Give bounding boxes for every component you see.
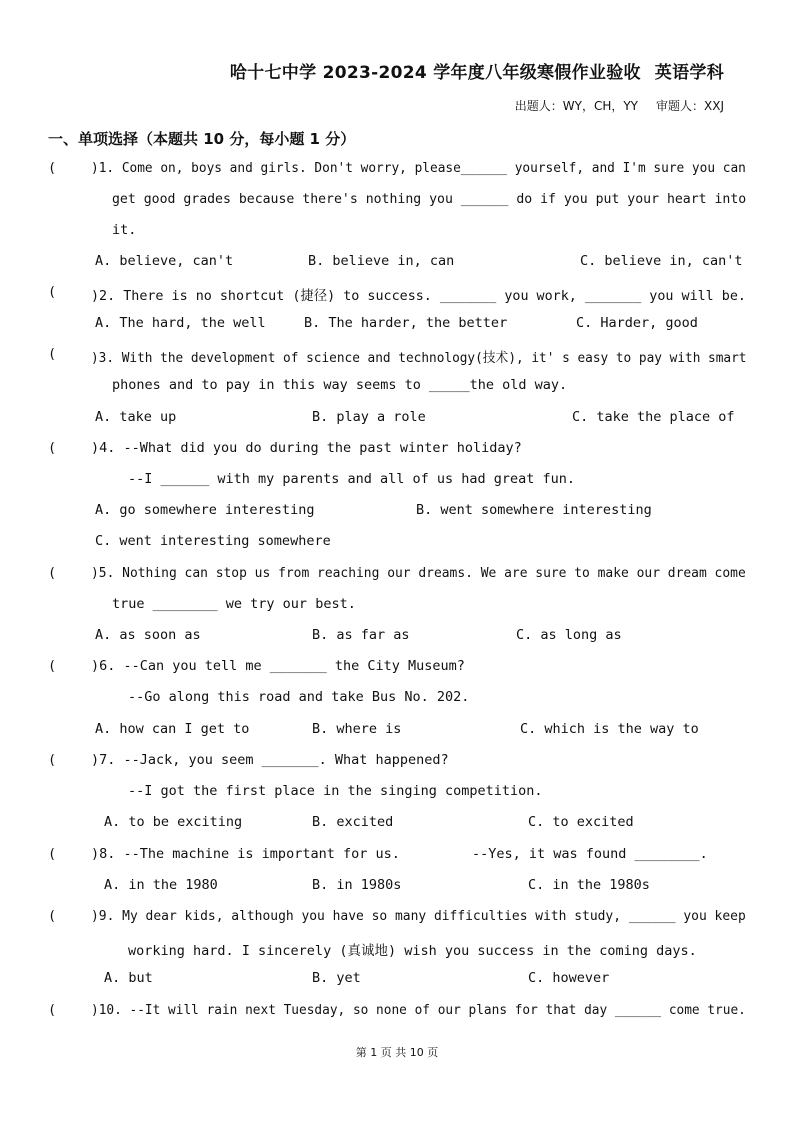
question-line: )9. My dear kids, although you have so many difficulties with study, ______ you keep: [91, 908, 746, 924]
question-line: )3. With the development of science and technology(技术), it' s easy to pay with smart: [91, 350, 747, 366]
question-line: )10. --It will rain next Tuesday, so none of our plans for that day ______ come true.: [91, 1002, 746, 1018]
option-a: A. in the 1980: [104, 877, 218, 893]
option-c: C. in the 1980s: [528, 877, 650, 893]
option-c: C. take the place of: [572, 409, 735, 425]
question-line: )8. --The machine is important for us.: [91, 846, 400, 862]
option-a: A. The hard, the well: [95, 315, 266, 331]
page-title: [0, 58, 794, 83]
title-text: 哈十七中学 2023-2024 学年度八年级寒假作业验收: [229, 63, 641, 83]
answer-paren: (: [48, 1002, 57, 1018]
section-title: 一、单项选择（本题共 10 分，每小题 1 分）: [48, 130, 356, 148]
option-c: C. went interesting somewhere: [95, 533, 331, 549]
subject-label: 英语学科: [654, 63, 724, 83]
option-a: A. go somewhere interesting: [95, 502, 315, 518]
option-b: B. went somewhere interesting: [416, 502, 652, 518]
answer-paren: (: [48, 565, 57, 581]
option-c: C. believe in, can't: [580, 253, 743, 269]
option-a: A. to be exciting: [104, 814, 243, 830]
question-line: get good grades because there's nothing you ______ do if you put your heart into: [112, 191, 747, 207]
question-line: phones and to pay in this way seems to _____the old way.: [112, 377, 568, 393]
question-line: --Go along this road and take Bus No. 202.: [128, 689, 470, 705]
option-a: A. as soon as: [95, 627, 201, 643]
option-a: A. but: [104, 970, 153, 986]
option-b: B. excited: [312, 814, 394, 830]
question-line: --I got the first place in the singing competition.: [128, 783, 543, 799]
option-b: B. The harder, the better: [304, 315, 508, 331]
option-c: C. which is the way to: [520, 721, 699, 737]
answer-paren: (: [48, 752, 57, 768]
option-c: C. as long as: [516, 627, 622, 643]
setter-label: 出题人：WY，CH，YY: [514, 99, 639, 113]
answer-paren: (: [48, 908, 57, 924]
question-line: it.: [112, 222, 137, 238]
option-b: B. believe in, can: [308, 253, 455, 269]
authors-line: [515, 97, 724, 114]
question-line: --Yes, it was found ________.: [472, 846, 708, 862]
option-b: B. in 1980s: [312, 877, 402, 893]
question-line: )5. Nothing can stop us from reaching our dreams. We are sure to make our dream come: [91, 565, 746, 581]
question-line: working hard. I sincerely (真诚地) wish you success in the coming days.: [128, 943, 697, 959]
answer-paren: (: [48, 160, 57, 176]
question-line: )7. --Jack, you seem _______. What happened?: [91, 752, 449, 768]
reviewer-label: 审题人：XXJ: [656, 99, 724, 113]
page-number: 第 1 页 共 10 页: [355, 1046, 439, 1059]
option-c: C. Harder, good: [576, 315, 698, 331]
option-a: A. how can I get to: [95, 721, 250, 737]
question-line: )6. --Can you tell me _______ the City Museum?: [91, 658, 465, 674]
option-b: B. play a role: [312, 409, 426, 425]
question-line: )1. Come on, boys and girls. Don't worry, please______ yourself, and I'm sure you can: [91, 160, 746, 176]
option-b: B. yet: [312, 970, 361, 986]
option-a: A. take up: [95, 409, 177, 425]
option-c: C. however: [528, 970, 610, 986]
option-b: B. as far as: [312, 627, 410, 643]
answer-paren: (: [48, 284, 57, 300]
option-b: B. where is: [312, 721, 402, 737]
answer-paren: (: [48, 658, 57, 674]
question-line: true ________ we try our best.: [112, 596, 356, 612]
answer-paren: (: [48, 846, 57, 862]
answer-paren: (: [48, 440, 57, 456]
question-line: --I ______ with my parents and all of us had great fun.: [128, 471, 576, 487]
answer-paren: (: [48, 346, 57, 362]
question-line: )2. There is no shortcut (捷径) to success. _______ you work, _______ you will be.: [91, 288, 746, 304]
option-c: C. to excited: [528, 814, 634, 830]
option-a: A. believe, can't: [95, 253, 234, 269]
question-line: )4. --What did you do during the past winter holiday?: [91, 440, 522, 456]
